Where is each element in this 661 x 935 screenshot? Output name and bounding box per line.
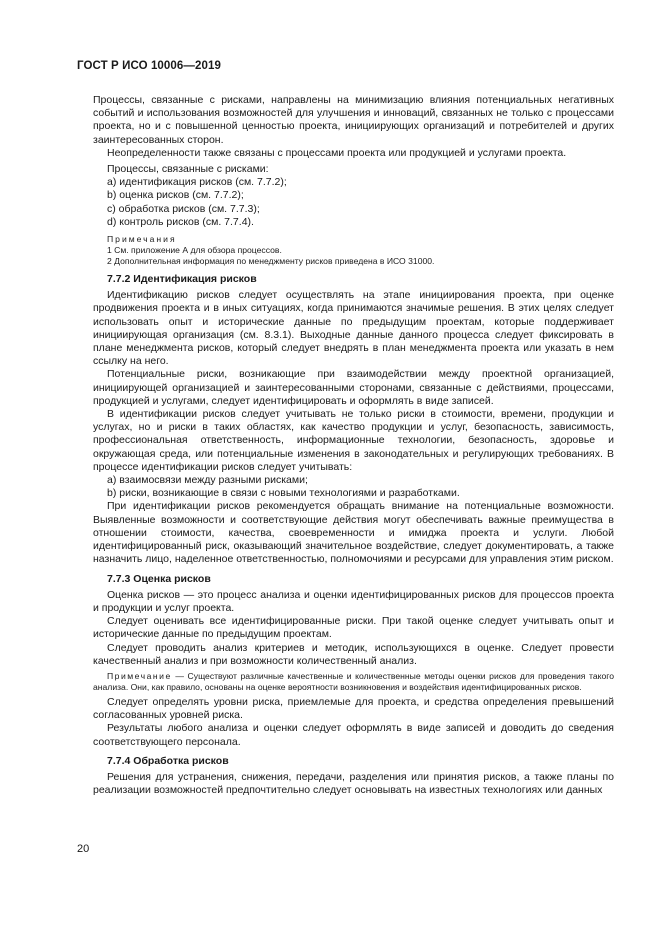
paragraph: Потенциальные риски, возникающие при взаимодействии между проектной организацией, инициирующей организацией и заинтересованными сторонами, связанные с действиями, процессами, продукцией и услугами, следует идентифицировать и оформлять в виде записей. (93, 368, 614, 407)
paragraph: Идентификацию рисков следует осуществлять на этапе инициирования проекта, при оценке продвижения проекта и в иных ситуациях, когда принимаются значимые решения. В этих целях следует использовать опыт и исторические данные по предыдущим проектам, которые поддерживает инициирующая организация (см. 8.3.1). Выходные данные данного процесса следует фиксировать в плане менеджмента рисков, который следует внедрять в план менеджмента проекта или указать в нем ссылку на него. (93, 289, 614, 368)
notes-title: Примечания (107, 234, 177, 245)
paragraph: Результаты любого анализа и оценки следует оформлять в виде записей и доводить до сведения соответствующего персонала. (93, 722, 614, 748)
paragraph: Неопределенности также связаны с процессами проекта или продукцией и услугами проекта. (107, 146, 567, 159)
section-heading: 7.7.4 Обработка рисков (107, 754, 229, 767)
paragraph: Следует проводить анализ критериев и методик, использующихся в оценке. Следует провести качественный анализ и при возможности количественный анализ. (93, 641, 614, 667)
list-item: c) обработка рисков (см. 7.7.3); (107, 202, 260, 215)
list-item: b) оценка рисков (см. 7.7.2); (107, 189, 244, 202)
page-number: 20 (77, 843, 90, 855)
list-item: a) взаимосвязи между разными рисками; (107, 474, 308, 487)
note-text: — Существуют различные качественные и количественные методы оценки рисков для проведения такого анализа. Они, как правило, основаны на оценке вероятности возникновения и воздействия идентифицированных рисков. (93, 670, 614, 692)
paragraph: В идентификации рисков следует учитывать не только риски в стоимости, времени, продукции и услугах, но и риски в таких областях, как качество продукции и услуг, безопасность, зависимость, профессиональная ответственность, информационные технологии, безопасность, здоровье и окружающая среда, или потенциальные изменения в законодательных и регулирующих требованиях. В процессе идентификации рисков следует учитывать: (93, 408, 614, 473)
list-item: a) идентификация рисков (см. 7.7.2); (107, 176, 287, 189)
note-label: Примечание (107, 670, 172, 681)
document-header: ГОСТ Р ИСО 10006—2019 (77, 60, 222, 72)
note-item: 2 Дополнительная информация по менеджменту рисков приведена в ИСО 31000. (107, 256, 435, 267)
paragraph: Решения для устранения, снижения, передачи, разделения или принятия рисков, а также планы по реализации возможностей предпочтительно следует основывать на известных технологиях или данных (93, 770, 614, 797)
section-heading: 7.7.3 Оценка рисков (107, 572, 211, 585)
note (93, 671, 614, 693)
section-heading: 7.7.2 Идентификация рисков (107, 273, 257, 286)
paragraph: Процессы, связанные с рисками: (107, 163, 269, 176)
paragraph: Оценка рисков — это процесс анализа и оценки идентифицированных рисков для процессов проекта и продукции и услуг проекта. (93, 588, 614, 614)
paragraph: Процессы, связанные с рисками, направлены на минимизацию влияния потенциальных негативных событий и использования возможностей для улучшения и инноваций, связанных не только с процессами проекта, но и с повышенной ценностью проекта, инициирующих организаций и потребителей и других заинтересованных сторон. (93, 94, 614, 146)
paragraph: При идентификации рисков рекомендуется обращать внимание на потенциальные возможности. Выявленные возможности и соответствующие действия могут обеспечивать важные преимущества в отношении стоимости, качества, своевременности и имиджа проекта и услуги. Любой идентифицированный риск, оказывающий значительное воздействие, следует документировать, а также назначить лицо, наделенное ответственностью, полномочиями и ресурсами для управления этим риском. (93, 500, 614, 566)
paragraph: Следует определять уровни риска, приемлемые для проекта, и средства определения превышений согласованных уровней риска. (93, 695, 614, 722)
list-item: b) риски, возникающие в связи с новыми технологиями и разработками. (107, 487, 460, 500)
paragraph: Следует оценивать все идентифицированные риски. При такой оценке следует учитывать опыт и исторические данные по предыдущим проектам. (93, 615, 614, 641)
note-item: 1 См. приложение А для обзора процессов. (107, 245, 282, 256)
list-item: d) контроль рисков (см. 7.7.4). (107, 215, 254, 228)
document-body (93, 94, 614, 797)
